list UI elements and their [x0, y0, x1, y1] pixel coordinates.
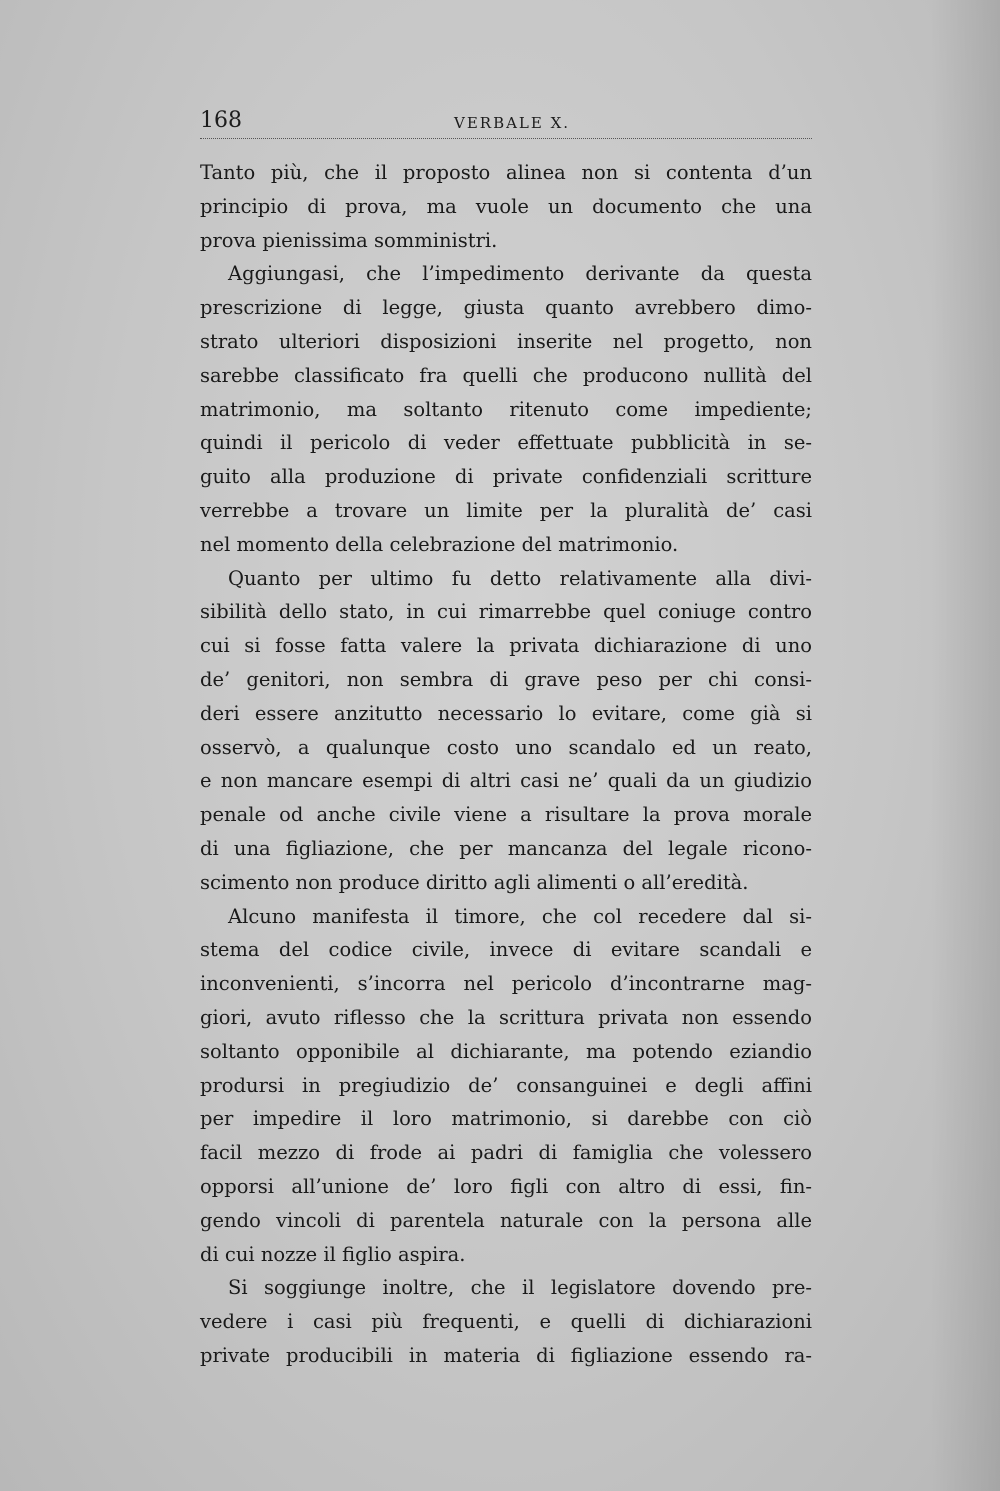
text-line: per impedire il loro matrimonio, si darebbe con ciò: [200, 1107, 812, 1131]
text-line: scimento non produce diritto agli alimenti o all’eredità.: [200, 870, 749, 894]
text-line: vedere i casi più frequenti, e quelli di dichiarazioni: [200, 1310, 812, 1334]
page-number: 168: [200, 108, 242, 133]
text-line: principio di prova, ma vuole un documento che una: [200, 194, 812, 218]
text-line: stema del codice civile, invece di evitare scandali e: [200, 938, 812, 962]
text-line: Aggiungasi, che l’impedimento derivante da questa: [228, 262, 812, 286]
text-line: de’ genitori, non sembra di grave peso per chi consi-: [200, 667, 812, 691]
text-line: soltanto opponibile al dichiarante, ma potendo eziandio: [200, 1039, 812, 1063]
text-line: prescrizione di legge, giusta quanto avrebbero dimo-: [200, 296, 812, 320]
text-line: Quanto per ultimo fu detto relativamente alla divi-: [228, 566, 812, 590]
text-line: giori, avuto riflesso che la scrittura privata non essendo: [200, 1005, 812, 1029]
text-line: matrimonio, ma soltanto ritenuto come impediente;: [200, 397, 812, 421]
text-line: inconvenienti, s’incorra nel pericolo d’incontrarne mag-: [200, 972, 812, 996]
running-head: VERBALE X.: [454, 114, 571, 132]
text-line: sarebbe classificato fra quelli che producono nullità del: [200, 363, 812, 387]
text-line: nel momento della celebrazione del matrimonio.: [200, 532, 679, 556]
text-line: penale od anche civile viene a risultare la prova morale: [200, 803, 812, 827]
text-line: Si soggiunge inoltre, che il legislatore dovendo pre-: [228, 1276, 812, 1300]
text-line: verrebbe a trovare un limite per la pluralità de’ casi: [200, 498, 812, 522]
text-line: quindi il pericolo di veder effettuate pubblicità in se-: [200, 431, 812, 455]
text-line: guito alla produzione di private confidenziali scritture: [200, 465, 812, 489]
text-line: facil mezzo di frode ai padri di famiglia che volessero: [200, 1141, 812, 1165]
text-line: strato ulteriori disposizioni inserite nel progetto, non: [200, 329, 812, 353]
text-line: private producibili in materia di figliazione essendo ra-: [200, 1343, 812, 1367]
body-text: [200, 156, 812, 1373]
text-line: sibilità dello stato, in cui rimarrebbe quel coniuge contro: [200, 600, 812, 624]
text-line: Alcuno manifesta il timore, che col recedere dal si-: [228, 904, 812, 928]
page-header: [200, 106, 812, 139]
text-line: prova pienissima somministri.: [200, 228, 498, 252]
text-line: gendo vincoli di parentela naturale con la persona alle: [200, 1208, 812, 1232]
text-line: e non mancare esempi di altri casi ne’ quali da un giudizio: [200, 769, 812, 793]
text-line: prodursi in pregiudizio de’ consanguinei e degli affini: [200, 1073, 812, 1097]
text-line: osservò, a qualunque costo uno scandalo ed un reato,: [200, 735, 812, 759]
text-line: opporsi all’unione de’ loro figli con altro di essi, fin-: [200, 1174, 812, 1198]
text-line: deri essere anzitutto necessario lo evitare, come già si: [200, 701, 812, 725]
text-line: cui si fosse fatta valere la privata dichiarazione di uno: [200, 634, 812, 658]
text-line: Tanto più, che il proposto alinea non si contenta d’un: [200, 161, 812, 184]
text-line: di cui nozze il figlio aspira.: [200, 1242, 466, 1266]
text-line: di una figliazione, che per mancanza del legale ricono-: [200, 836, 812, 860]
